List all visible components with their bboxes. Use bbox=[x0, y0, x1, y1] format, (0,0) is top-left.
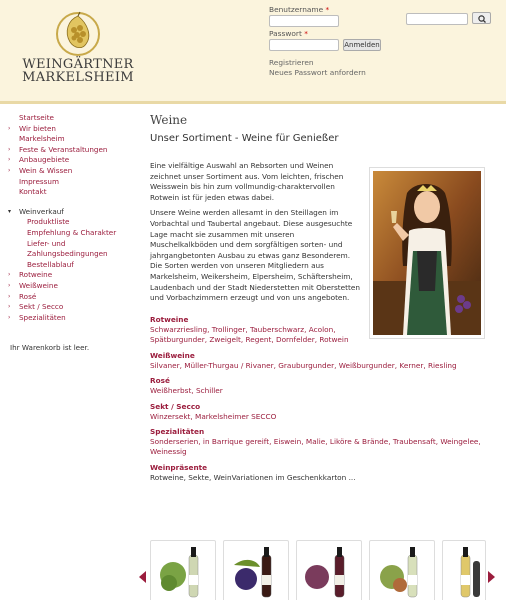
cart-status: Ihr Warenkorb ist leer. bbox=[10, 343, 90, 352]
logo-line-2: MARKELSHEIM bbox=[22, 70, 134, 85]
category-line[interactable]: Weißherbst, Schiller bbox=[150, 386, 223, 396]
product-card[interactable] bbox=[369, 540, 435, 600]
sidebar-item-kontakt[interactable]: Kontakt bbox=[19, 187, 47, 197]
chevron-right-icon: › bbox=[8, 156, 11, 164]
carousel-prev-button[interactable] bbox=[139, 571, 146, 583]
sidebar-item-impressum[interactable]: Impressum bbox=[19, 176, 59, 186]
category-line[interactable]: Sonderserien, in Barrique gereift, Eiswein, Malie, Liköre & Brände, Traubensaft, Weingelee, bbox=[150, 437, 481, 447]
chevron-right-icon: › bbox=[8, 124, 11, 132]
page-subtitle: Unser Sortiment - Weine für Genießer bbox=[150, 133, 339, 144]
sidebar-item-weinverkauf[interactable]: ▾ Weinverkauf bbox=[8, 206, 64, 216]
category-title-rotweine[interactable]: Rotweine bbox=[150, 315, 189, 324]
sidebar-item-wein-wissen[interactable]: › Wein & Wissen bbox=[8, 165, 73, 175]
chevron-right-icon: › bbox=[8, 303, 11, 311]
category-line[interactable]: Winzersekt, Markelsheimer SECCO bbox=[150, 411, 277, 421]
wine-bottle-grapes-image bbox=[151, 541, 215, 600]
product-card[interactable] bbox=[296, 540, 362, 600]
sidebar-item-startseite[interactable]: Startseite bbox=[19, 113, 54, 122]
chevron-right-icon: › bbox=[8, 145, 11, 153]
logo-wordmark[interactable] bbox=[17, 58, 139, 84]
forgot-password-link[interactable]: Neues Passwort anfordern bbox=[269, 68, 366, 77]
wine-bottle-grapes-image bbox=[297, 541, 361, 600]
sidebar-subitem-liefer[interactable]: Liefer- und bbox=[27, 238, 66, 248]
category-items-weissweine[interactable] bbox=[150, 361, 490, 371]
product-card[interactable] bbox=[442, 540, 486, 600]
intro-text bbox=[150, 161, 360, 309]
sidebar-item-spezialitaeten[interactable]: › Spezialitäten bbox=[8, 312, 66, 322]
category-items-spezialitaeten[interactable] bbox=[150, 437, 490, 458]
sidebar-item-markelsheim[interactable]: Markelsheim bbox=[19, 134, 65, 144]
sidebar-subitem-zahlung[interactable]: Zahlungsbedingungen bbox=[27, 249, 108, 259]
logo-icon[interactable] bbox=[54, 10, 102, 58]
category-title-sekt[interactable]: Sekt / Secco bbox=[150, 401, 201, 411]
intro-paragraph-1: Eine vielfältige Auswahl an Rebsorten und Weinen zeichnet unser Sortiment aus. Vom leichten, frischen Weisswein bis hin zum vollmundig-charaktervollen Rotwein ist für jeden etwas dabei. bbox=[150, 161, 344, 202]
product-carousel bbox=[139, 538, 506, 600]
login-button[interactable]: Anmelden bbox=[344, 41, 380, 49]
site-header bbox=[0, 0, 506, 101]
product-card[interactable] bbox=[150, 540, 216, 600]
wine-bottle-grapes-image bbox=[224, 541, 288, 600]
username-label: Benutzername * bbox=[269, 5, 330, 14]
category-items-sekt[interactable] bbox=[150, 412, 490, 422]
password-label: Passwort * bbox=[269, 29, 308, 38]
sidebar-item-feste[interactable]: › Feste & Veranstaltungen bbox=[8, 144, 108, 154]
password-input[interactable] bbox=[269, 39, 339, 51]
category-list bbox=[150, 315, 490, 488]
category-line[interactable]: Silvaner, Müller-Thurgau / Rivaner, Grauburgunder, Weißburgunder, Kerner, Riesling bbox=[150, 360, 457, 370]
chevron-right-icon: › bbox=[8, 166, 11, 174]
sidebar-subitem-bestellablauf[interactable]: Bestellablauf bbox=[27, 259, 74, 269]
wine-bottle-image bbox=[443, 541, 487, 600]
search-icon bbox=[473, 13, 492, 25]
wine-queen-photo bbox=[369, 167, 485, 339]
product-card[interactable] bbox=[223, 540, 289, 600]
sidebar-item-sekt[interactable]: › Sekt / Secco bbox=[8, 302, 64, 312]
sidebar-subitem-empfehlung[interactable]: Empfehlung & Charakter bbox=[27, 227, 117, 237]
register-link[interactable]: Registrieren bbox=[269, 58, 314, 67]
category-line[interactable]: Weinessig bbox=[150, 447, 187, 457]
chevron-right-icon: › bbox=[8, 292, 11, 300]
sidebar-subitem-produktliste[interactable]: Produktliste bbox=[27, 217, 70, 227]
chevron-right-icon: › bbox=[8, 271, 11, 279]
chevron-down-icon: ▾ bbox=[8, 207, 12, 215]
category-line[interactable]: Schwarzriesling, Trollinger, Tauberschwarz, Acolon, bbox=[150, 325, 336, 334]
sidebar-item-weissweine[interactable]: › Weißweine bbox=[8, 280, 58, 290]
chevron-right-icon: › bbox=[8, 313, 11, 321]
sidebar-item-wir-bieten[interactable]: › Wir bieten bbox=[8, 123, 56, 133]
category-items-rotweine[interactable] bbox=[150, 325, 490, 346]
category-title-weinpraesente[interactable]: Weinpräsente bbox=[150, 462, 208, 472]
intro-paragraph-2: Unsere Weine werden allesamt in den Steillagen im Vorbachtal und Taubertal angebaut. Diese ausgesuchte Lage macht sie zusammen mit unseren Muschelkalkböden und dem sorgfältigen sorten- und jahrgangbetonten Ausbau zu etwas ganz Besonderem. Die Sorten werden von unseren Mitgliedern aus Markelsheim, Weikersheim, Elpersheim, Schäftersheim, Laudenbach und der Stadt Niederstetten mit Oberstetten und Vorbachzimmern erzeugt und von uns angeboten. bbox=[150, 208, 360, 303]
gift-text: Rotweine, Sekte, WeinVariationen im Geschenkkarton ... bbox=[150, 472, 356, 482]
category-title-weissweine[interactable]: Weißweine bbox=[150, 350, 195, 360]
category-title-rose[interactable]: Rosé bbox=[150, 376, 170, 386]
category-items-rose[interactable] bbox=[150, 386, 490, 396]
chevron-right-icon: › bbox=[8, 281, 11, 289]
search-button[interactable] bbox=[472, 12, 491, 24]
sidebar-item-rotweine[interactable]: › Rotweine bbox=[8, 270, 53, 280]
category-title-spezialitaeten[interactable]: Spezialitäten bbox=[150, 427, 205, 437]
sidebar-nav bbox=[8, 113, 136, 323]
wine-bottle-grapes-image bbox=[370, 541, 434, 600]
carousel-next-button[interactable] bbox=[488, 571, 495, 583]
page-title: Weine bbox=[150, 113, 188, 127]
username-input[interactable] bbox=[269, 15, 339, 27]
sidebar-item-rose[interactable]: › Rosé bbox=[8, 291, 37, 301]
logo-line-1: WEINGÄRTNER bbox=[22, 57, 134, 72]
sidebar-item-anbaugebiete[interactable]: › Anbaugebiete bbox=[8, 155, 70, 165]
search-input[interactable] bbox=[406, 13, 468, 25]
header-divider bbox=[0, 101, 506, 104]
category-line[interactable]: Spätburgunder, Zweigelt, Regent, Dornfelder, Rotwein bbox=[150, 335, 349, 345]
